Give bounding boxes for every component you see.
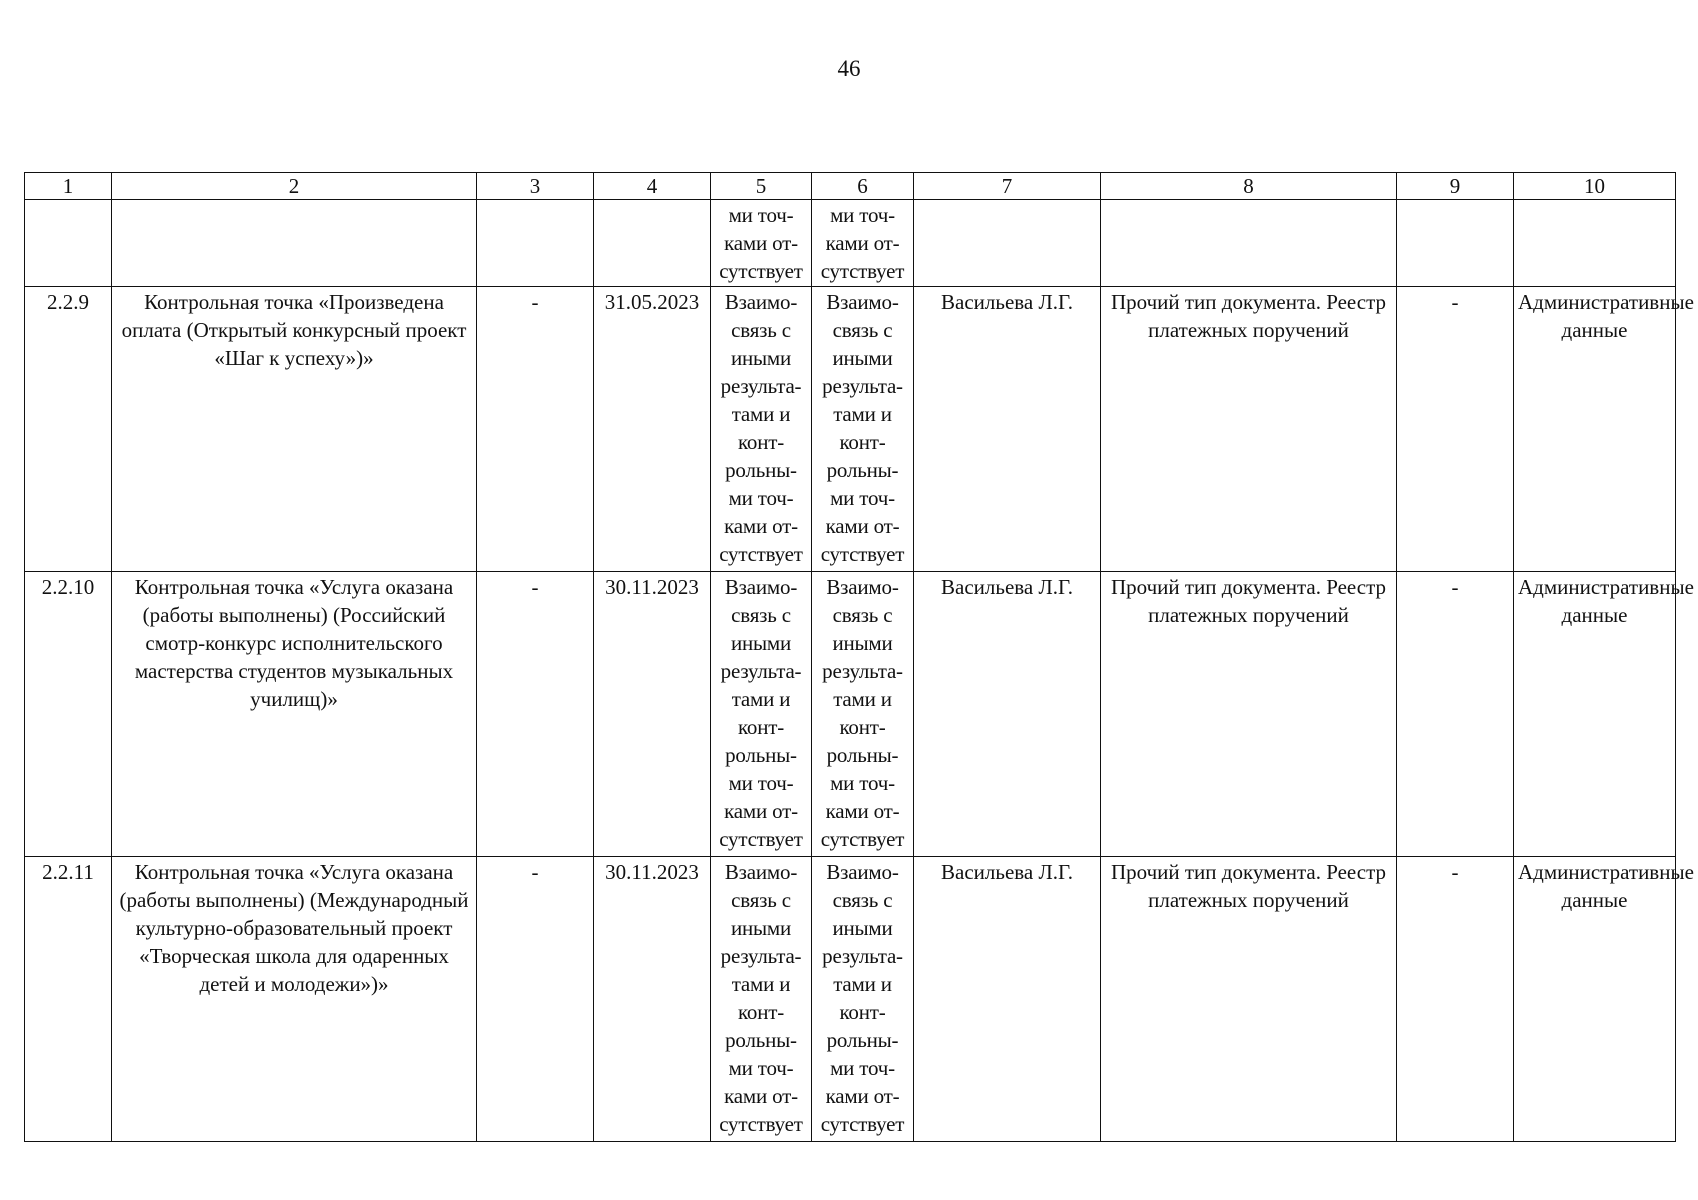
column-header-2: 2 (112, 173, 477, 200)
column-number-header-row (25, 173, 1676, 200)
continuation-cell-3 (477, 200, 594, 287)
deadline-date: 30.11.2023 (594, 857, 711, 1142)
cell-line: ками от- (724, 799, 798, 823)
cell-line: тами и (731, 402, 791, 426)
cell-line: Взаимо- (724, 290, 798, 314)
data-source: Административные данные (1514, 857, 1676, 1142)
cell-line: Взаимо- (826, 290, 899, 314)
cell-line: ми точ- (830, 203, 895, 227)
cell-line: результа- (720, 659, 802, 683)
cell-line: рольны- (725, 1028, 797, 1052)
cell-line: связь с (832, 318, 893, 342)
cell-line: результа- (720, 374, 802, 398)
continuation-relation-cell-5 (711, 200, 812, 287)
responsible-person: Васильева Л.Г. (914, 572, 1101, 857)
cell-line: результа- (822, 374, 903, 398)
cell-line: связь с (731, 318, 791, 342)
cell-line: ками от- (825, 514, 900, 538)
row-number: 2.2.11 (25, 857, 112, 1142)
cell-line: конт- (839, 1000, 886, 1024)
cell-line: ками от- (724, 1084, 798, 1108)
column-header-7: 7 (914, 173, 1101, 200)
deadline-date: 30.11.2023 (594, 572, 711, 857)
relation-cell-6 (812, 572, 914, 857)
control-point-name: Контрольная точка «Услуга оказана (работы выполнены) (Российский смотр-конкурс исполнительского мастерства студентов музыкальных училищ)» (112, 572, 477, 857)
row-number: 2.2.9 (25, 287, 112, 572)
document-type: Прочий тип документа. Реестр платежных поручений (1101, 287, 1397, 572)
cell-line: иными (832, 346, 893, 370)
data-source: Административные данные (1514, 572, 1676, 857)
continuation-cell-7 (914, 200, 1101, 287)
column-header-1: 1 (25, 173, 112, 200)
table-row (25, 572, 1676, 857)
page-number: 46 (837, 56, 861, 81)
cell-line: ми точ- (830, 771, 895, 795)
continuation-row (25, 200, 1676, 287)
col3-value: - (477, 857, 594, 1142)
cell-line: Взаимо- (724, 860, 798, 884)
cell-line: рольны- (826, 458, 899, 482)
cell-line: результа- (720, 944, 802, 968)
cell-line: иными (832, 916, 893, 940)
cell-line: связь с (832, 603, 893, 627)
control-points-table (24, 172, 1694, 1142)
continuation-cell-2 (112, 200, 477, 287)
relation-cell-5 (711, 572, 812, 857)
responsible-person: Васильева Л.Г. (914, 287, 1101, 572)
cell-line: Взаимо- (724, 575, 798, 599)
continuation-cell-10 (1514, 200, 1676, 287)
cell-line: тами и (833, 402, 892, 426)
document-type: Прочий тип документа. Реестр платежных поручений (1101, 857, 1397, 1142)
col9-value: - (1397, 572, 1514, 857)
cell-line: конт- (737, 715, 785, 739)
cell-line: рольны- (725, 458, 797, 482)
cell-line: сутствует (719, 827, 803, 851)
column-header-8: 8 (1101, 173, 1397, 200)
cell-line: сутствует (719, 259, 803, 283)
cell-line: Взаимо- (826, 860, 899, 884)
relation-cell-6 (812, 287, 914, 572)
data-source: Административные данные (1514, 287, 1676, 572)
continuation-cell-9 (1397, 200, 1514, 287)
column-header-6: 6 (812, 173, 914, 200)
cell-line: иными (730, 916, 792, 940)
continuation-cell-1 (25, 200, 112, 287)
col9-value: - (1397, 287, 1514, 572)
control-point-name: Контрольная точка «Услуга оказана (работы выполнены) (Международный культурно-образовательный проект «Творческая школа для одаренных детей и молодежи»)» (112, 857, 477, 1142)
continuation-relation-cell-6 (812, 200, 914, 287)
cell-line: тами и (731, 972, 791, 996)
cell-line: иными (730, 631, 792, 655)
cell-line: рольны- (826, 743, 899, 767)
cell-line: рольны- (826, 1028, 899, 1052)
deadline-date: 31.05.2023 (594, 287, 711, 572)
cell-line: сутствует (820, 259, 905, 283)
cell-line: тами и (731, 687, 791, 711)
relation-cell-5 (711, 857, 812, 1142)
cell-line: сутствует (820, 827, 905, 851)
cell-line: сутствует (820, 1112, 905, 1136)
cell-line: тами и (833, 687, 892, 711)
cell-line: конт- (737, 430, 785, 454)
cell-line: конт- (839, 715, 886, 739)
responsible-person: Васильева Л.Г. (914, 857, 1101, 1142)
cell-line: результа- (822, 944, 903, 968)
cell-line: сутствует (719, 542, 803, 566)
document-type: Прочий тип документа. Реестр платежных поручений (1101, 572, 1397, 857)
continuation-cell-4 (594, 200, 711, 287)
continuation-cell-8 (1101, 200, 1397, 287)
cell-line: ми точ- (728, 203, 794, 227)
cell-line: конт- (839, 430, 886, 454)
col3-value: - (477, 572, 594, 857)
cell-line: ками от- (825, 1084, 900, 1108)
col9-value: - (1397, 857, 1514, 1142)
cell-line: ми точ- (728, 1056, 794, 1080)
cell-line: рольны- (725, 743, 797, 767)
cell-line: ми точ- (728, 771, 794, 795)
column-header-5: 5 (711, 173, 812, 200)
col3-value: - (477, 287, 594, 572)
cell-line: результа- (822, 659, 903, 683)
column-header-10: 10 (1514, 173, 1676, 200)
cell-line: конт- (737, 1000, 785, 1024)
cell-line: ми точ- (728, 486, 794, 510)
cell-line: иными (832, 631, 893, 655)
cell-line: сутствует (719, 1112, 803, 1136)
relation-cell-6 (812, 857, 914, 1142)
cell-line: ми точ- (830, 486, 895, 510)
relation-cell-5 (711, 287, 812, 572)
cell-line: связь с (731, 603, 791, 627)
row-number: 2.2.10 (25, 572, 112, 857)
cell-line: ками от- (825, 799, 900, 823)
table-row (25, 287, 1676, 572)
column-header-4: 4 (594, 173, 711, 200)
column-header-9: 9 (1397, 173, 1514, 200)
cell-line: ми точ- (830, 1056, 895, 1080)
column-header-3: 3 (477, 173, 594, 200)
cell-line: ками от- (724, 231, 798, 255)
cell-line: иными (730, 346, 792, 370)
table-row (25, 857, 1676, 1142)
cell-line: связь с (832, 888, 893, 912)
cell-line: связь с (731, 888, 791, 912)
control-point-name: Контрольная точка «Произведена оплата (Открытый конкурсный проект «Шаг к успеху»)» (112, 287, 477, 572)
cell-line: Взаимо- (826, 575, 899, 599)
cell-line: тами и (833, 972, 892, 996)
cell-line: ками от- (825, 231, 900, 255)
cell-line: ками от- (724, 514, 798, 538)
cell-line: сутствует (820, 542, 905, 566)
